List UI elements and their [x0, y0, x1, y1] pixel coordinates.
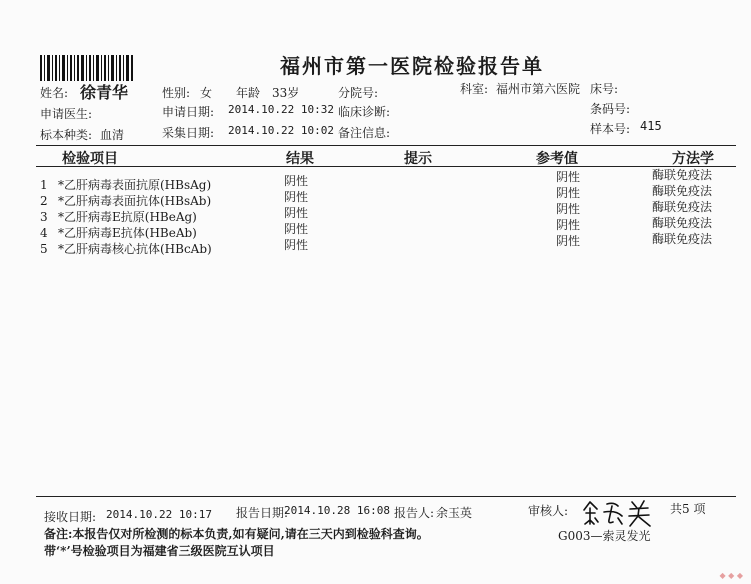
row-result: 阴性 [284, 222, 309, 236]
row-method: 酶联免疫法 [652, 232, 713, 246]
barcode-label: 条码号: [590, 102, 631, 116]
sex-value: 女 [200, 86, 213, 100]
reporter-label: 报告人: [394, 506, 435, 520]
row-index: 1 [40, 178, 48, 192]
row-reference: 阴性 [556, 170, 581, 184]
barcode-image [40, 55, 135, 81]
report-date-label: 报告日期: [236, 506, 289, 520]
col-header-item: 检验项目 [62, 151, 118, 167]
row-method: 酶联免疫法 [652, 216, 713, 230]
dept-value: 福州市第六医院 [496, 82, 581, 96]
row-reference: 阴性 [556, 218, 581, 232]
row-item: *乙肝病毒E抗原(HBeAg) [58, 210, 197, 224]
sex-label: 性别: [162, 86, 191, 100]
table-row [40, 176, 211, 193]
table-row [40, 192, 211, 209]
diagnosis-label: 临床诊断: [338, 105, 391, 119]
row-result: 阴性 [284, 206, 309, 220]
footer-note: 备注:本报告仅对所检测的标本负责,如有疑问,请在三天内到检验科查询。 [44, 527, 429, 541]
total-count: 共5 项 [670, 502, 706, 516]
col-header-result: 结果 [286, 151, 314, 167]
receive-date-value: 2014.10.22 10:17 [106, 508, 212, 521]
row-result: 阴性 [284, 190, 309, 204]
row-item: *乙肝病毒核心抗体(HBcAb) [58, 242, 212, 256]
col-header-method: 方法学 [672, 151, 714, 167]
row-reference: 阴性 [556, 234, 581, 248]
doctor-label: 申请医生: [40, 107, 93, 121]
reviewer-code: G003—索灵发光 [558, 529, 651, 543]
dept-label: 科室: [460, 82, 489, 96]
col-header-hint: 提示 [404, 151, 432, 167]
row-method: 酶联免疫法 [652, 184, 713, 198]
row-item: *乙肝病毒表面抗体(HBsAb) [58, 194, 212, 208]
table-row [40, 208, 197, 225]
collect-date-value: 2014.10.22 10:02 [228, 124, 334, 137]
age-value: 33岁 [272, 86, 300, 100]
reviewer-signature [582, 496, 662, 528]
apply-date-value: 2014.10.22 10:32 [228, 103, 334, 116]
bed-label: 床号: [590, 82, 619, 96]
table-row [40, 224, 197, 241]
row-method: 酶联免疫法 [652, 200, 713, 214]
sample-no-label: 样本号: [590, 122, 631, 136]
receive-date-label: 接收日期: [44, 510, 97, 524]
table-row [40, 240, 212, 257]
remark-label: 备注信息: [338, 126, 391, 140]
collect-date-label: 采集日期: [162, 126, 215, 140]
row-method: 酶联免疫法 [652, 168, 713, 182]
report-date-value: 2014.10.28 16:08 [284, 504, 390, 517]
col-header-reference: 参考值 [536, 151, 578, 167]
row-reference: 阴性 [556, 202, 581, 216]
reviewer-label: 审核人: [528, 504, 569, 518]
row-result: 阴性 [284, 238, 309, 252]
row-index: 3 [40, 210, 48, 224]
row-index: 4 [40, 226, 48, 240]
row-result: 阴性 [284, 174, 309, 188]
specimen-value: 血清 [100, 128, 125, 142]
watermark-logo: ◆ ◆ ◆ [719, 571, 743, 580]
specimen-label: 标本种类: [40, 128, 93, 142]
sample-no-value: 415 [640, 119, 662, 133]
row-index: 2 [40, 194, 48, 208]
reporter-value: 余玉英 [436, 506, 473, 520]
age-label: 年龄 [236, 86, 261, 100]
row-item: *乙肝病毒表面抗原(HBsAg) [58, 178, 212, 192]
report-title: 福州市第一医院检验报告单 [280, 54, 544, 78]
table-top-rule [36, 145, 736, 146]
name-label: 姓名: [40, 86, 69, 100]
row-reference: 阴性 [556, 186, 581, 200]
branch-label: 分院号: [338, 86, 379, 100]
star-note: 带‘*’号检验项目为福建省三级医院互认项目 [44, 544, 275, 558]
apply-date-label: 申请日期: [162, 105, 215, 119]
table-header-rule [36, 166, 736, 167]
row-item: *乙肝病毒E抗体(HBeAb) [58, 226, 197, 240]
patient-name: 徐青华 [80, 83, 129, 102]
row-index: 5 [40, 242, 48, 256]
